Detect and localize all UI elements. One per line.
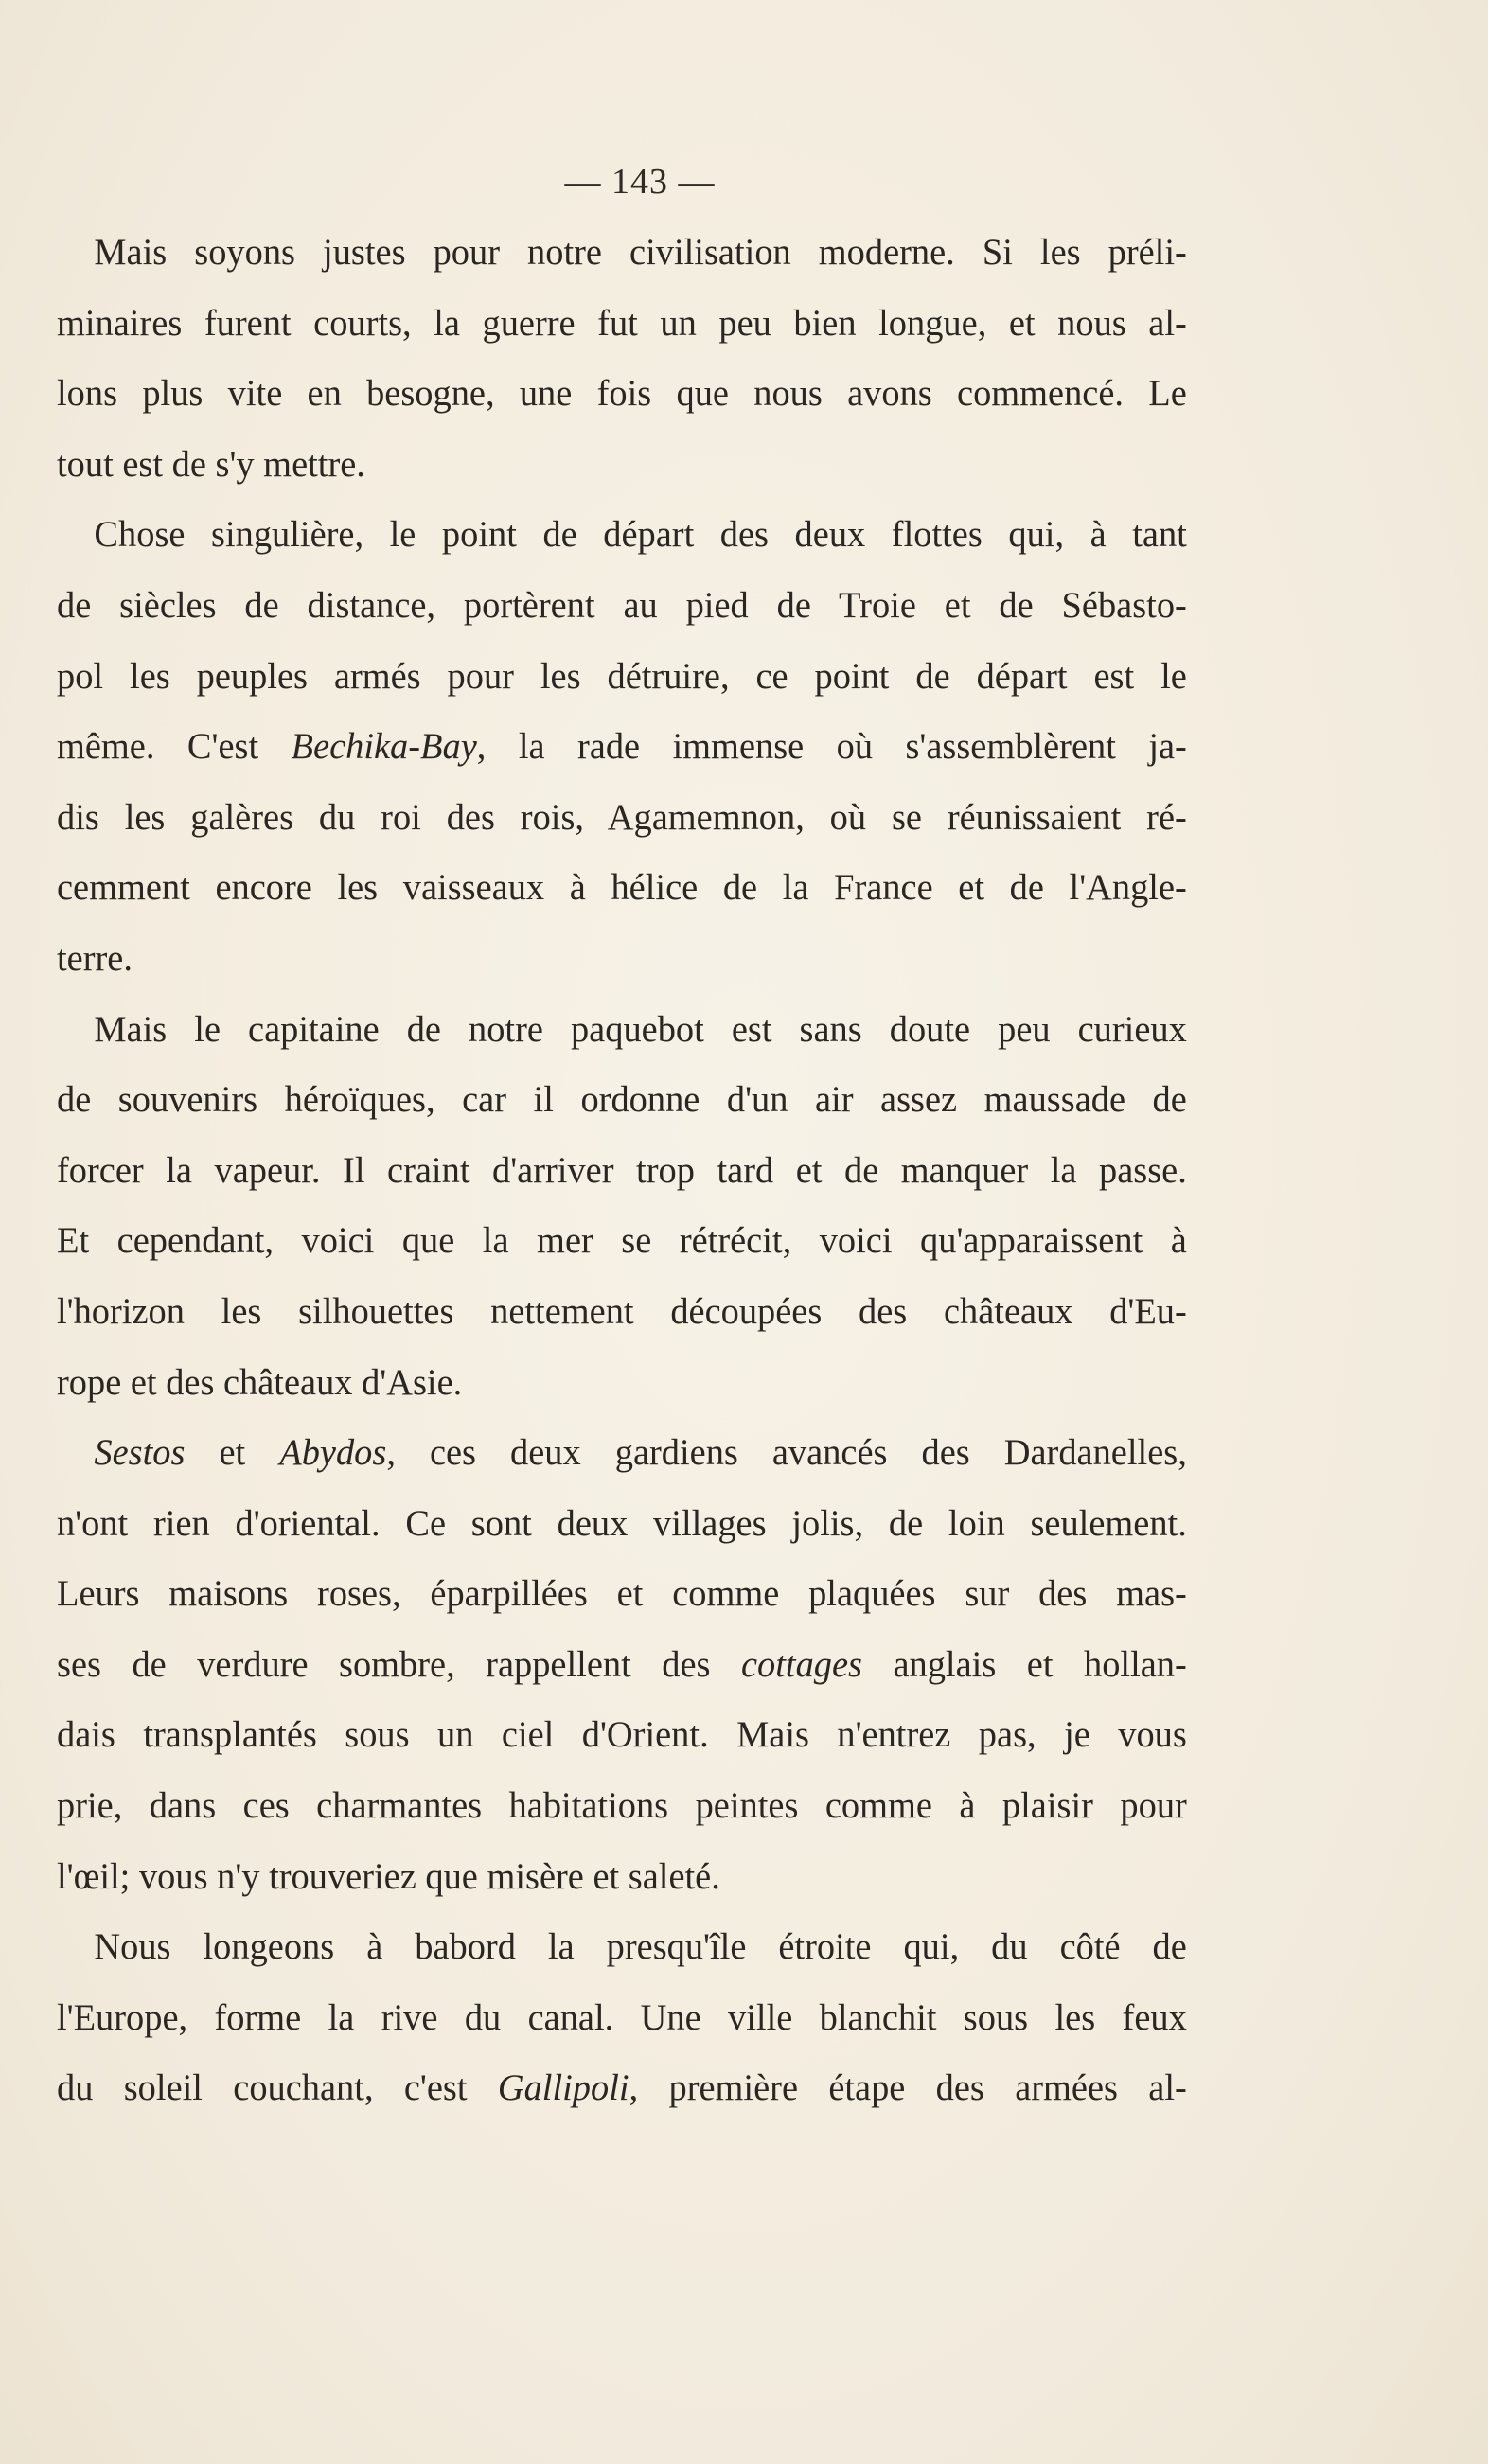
text-line <box>57 218 1187 289</box>
text-run: prie, dans ces charmantes habitations peintes comme à plaisir pour <box>57 1785 1187 1827</box>
text-run: , première étape des armées al- <box>629 2067 1187 2109</box>
text-run: dis les galères du roi des rois, Agamemnon, où se réunissaient ré- <box>57 796 1187 838</box>
italic-term: Sestos <box>94 1432 186 1474</box>
text-run: pol les peuples armés pour les détruire, ce point de départ est le <box>57 655 1187 697</box>
text-line <box>57 783 1187 854</box>
text-run: du soleil couchant, c'est <box>57 2067 498 2109</box>
text-run: n'ont rien d'oriental. Ce sont deux villages jolis, de loin seulement. <box>57 1502 1187 1544</box>
text-run: anglais et hollan- <box>861 1643 1187 1685</box>
text-line <box>57 1136 1187 1207</box>
text-line <box>57 1348 1187 1419</box>
text-run: terre. <box>57 937 133 979</box>
text-run: l'Europe, forme la rive du canal. Une ville blanchit sous les feux <box>57 1996 1187 2038</box>
text-run: même. C'est <box>57 726 292 768</box>
body-text <box>57 218 1204 2124</box>
text-run: rope et des châteaux d'Asie. <box>57 1361 463 1403</box>
text-run: tout est de s'y mettre. <box>57 443 365 485</box>
text-line <box>57 1277 1187 1348</box>
paragraph <box>57 1912 1204 2124</box>
text-line <box>57 642 1187 713</box>
text-run: Leurs maisons roses, éparpillées et comme plaquées sur des mas- <box>57 1573 1187 1615</box>
text-line <box>57 1630 1187 1701</box>
page-number: — 143 — <box>564 162 716 202</box>
text-line <box>57 1983 1187 2054</box>
text-line <box>57 995 1187 1066</box>
text-run: lons plus vite en besogne, une fois que nous avons commencé. Le <box>57 373 1187 415</box>
paragraph <box>57 218 1204 500</box>
text-run: , ces deux gardiens avancés des Dardanelles, <box>386 1432 1187 1474</box>
paragraph <box>57 995 1204 1419</box>
italic-term: Gallipoli <box>497 2067 629 2109</box>
italic-term: cottages <box>740 1643 862 1685</box>
text-line <box>57 1489 1187 1560</box>
text-line <box>57 1418 1187 1489</box>
text-run: de siècles de distance, portèrent au pied de Troie et de Sébasto- <box>57 584 1187 626</box>
text-run: de souvenirs héroïques, car il ordonne d'un air assez maussade de <box>57 1079 1187 1121</box>
text-line <box>57 359 1187 430</box>
text-line <box>57 430 1187 501</box>
text-run: l'horizon les silhouettes nettement découpées des châteaux d'Eu- <box>57 1290 1187 1332</box>
text-line <box>57 571 1187 642</box>
paragraph <box>57 500 1204 994</box>
text-line <box>57 289 1187 360</box>
text-run: dais transplantés sous un ciel d'Orient. Mais n'entrez pas, je vous <box>57 1714 1187 1756</box>
text-line <box>57 1842 1187 1913</box>
text-run: , la rade immense où s'assemblèrent ja- <box>476 726 1187 768</box>
paragraph <box>57 1418 1204 1912</box>
text-line <box>57 1206 1187 1277</box>
text-run: forcer la vapeur. Il craint d'arriver trop tard et de manquer la passe. <box>57 1149 1187 1191</box>
text-line <box>57 2053 1187 2124</box>
text-line <box>57 1065 1187 1136</box>
italic-term: Abydos <box>279 1432 387 1474</box>
text-run: ses de verdure sombre, rappellent des <box>57 1643 741 1685</box>
text-run: l'œil; vous n'y trouveriez que misère et saleté. <box>57 1855 720 1897</box>
text-line <box>57 1771 1187 1842</box>
text-run: Chose singulière, le point de départ des deux flottes qui, à tant <box>94 514 1187 556</box>
text-run: Mais le capitaine de notre paquebot est sans doute peu curieux <box>94 1008 1187 1050</box>
italic-term: Bechika-Bay <box>291 726 477 768</box>
text-run: Mais soyons justes pour notre civilisation moderne. Si les préli- <box>94 232 1187 273</box>
text-line <box>57 1700 1187 1771</box>
text-run: et <box>185 1432 280 1474</box>
text-line <box>57 853 1187 924</box>
text-line <box>57 1912 1187 1983</box>
text-run: cemment encore les vaisseaux à hélice de la France et de l'Angle- <box>57 867 1187 909</box>
text-run: minaires furent courts, la guerre fut un peu bien longue, et nous al- <box>57 302 1187 344</box>
text-run: Nous longeons à babord la presqu'île étroite qui, du côté de <box>94 1926 1187 1968</box>
text-line <box>57 500 1187 571</box>
text-line <box>57 924 1187 995</box>
text-run: Et cependant, voici que la mer se rétrécit, voici qu'apparaissent à <box>57 1220 1187 1262</box>
text-line <box>57 1559 1187 1630</box>
text-line <box>57 712 1187 783</box>
